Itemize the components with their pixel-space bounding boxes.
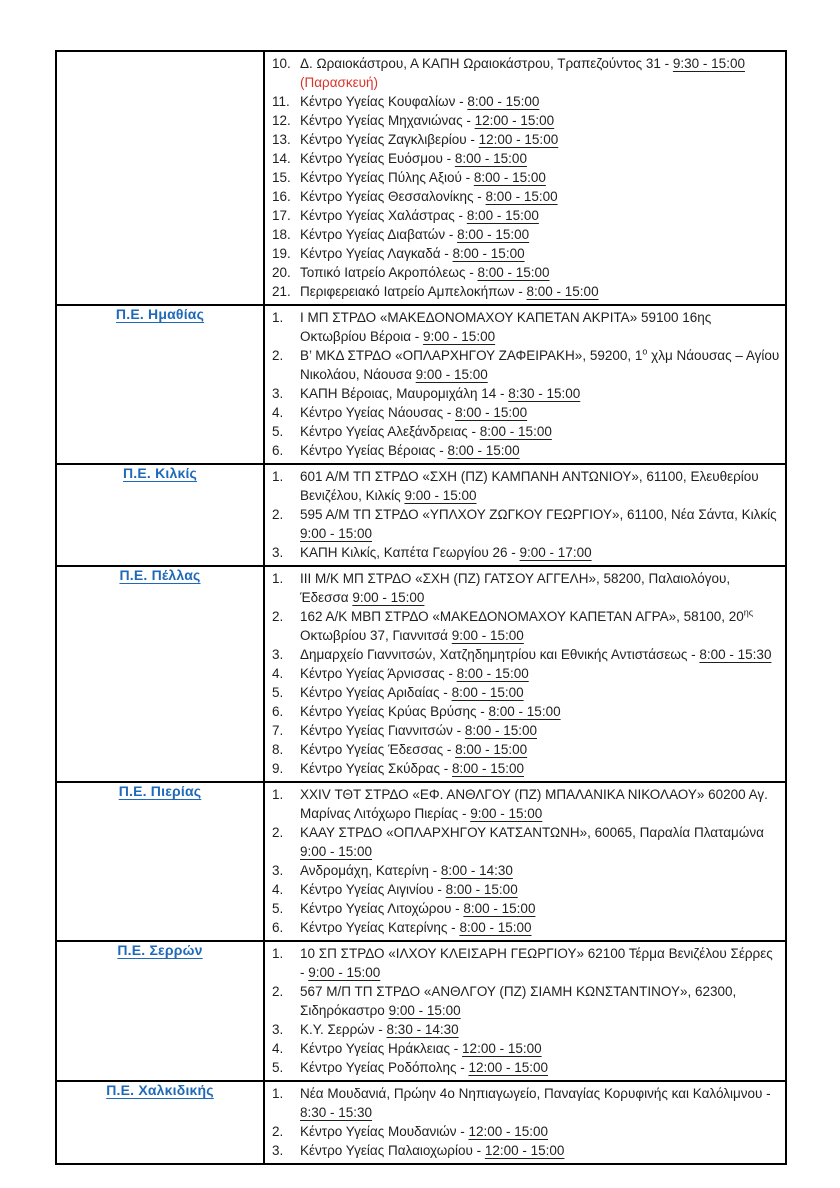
locations-cell xyxy=(264,464,786,566)
location-text: Κέντρο Υγείας Λαγκαδά - xyxy=(300,246,453,261)
location-text: Τοπικό Ιατρείο Ακροπόλεως - xyxy=(300,265,478,280)
opening-hours: 8:30 - 15:30 xyxy=(300,1105,373,1120)
location-item xyxy=(272,111,780,130)
item-text xyxy=(300,263,780,282)
item-number: 2. xyxy=(272,984,284,999)
item-text xyxy=(300,130,780,149)
opening-hours: 9:00 - 15:00 xyxy=(423,329,496,344)
location-item xyxy=(272,346,780,384)
opening-hours: 9:00 - 17:00 xyxy=(519,545,592,560)
location-text: Κέντρο Υγείας Κατερίνης - xyxy=(300,920,460,935)
locations-cell xyxy=(264,782,786,941)
item-text xyxy=(300,467,780,505)
locations-cell xyxy=(264,51,786,305)
table-row xyxy=(56,941,786,1081)
location-item xyxy=(272,149,780,168)
item-text xyxy=(300,759,780,778)
location-text: Κέντρο Υγείας Βέροιας - xyxy=(300,443,448,458)
location-item xyxy=(272,187,780,206)
region-link[interactable]: Π.Ε. Πέλλας xyxy=(119,567,201,583)
opening-hours: 8:00 - 15:00 xyxy=(457,227,530,242)
item-text xyxy=(300,702,780,721)
item-text xyxy=(300,1058,780,1077)
opening-hours: 8:00 - 15:00 xyxy=(485,189,558,204)
item-number: 6. xyxy=(272,920,284,935)
location-item xyxy=(272,607,780,645)
item-text xyxy=(300,823,780,861)
location-text: Κέντρο Υγείας Ηράκλειας - xyxy=(300,1041,463,1056)
location-text: Β’ ΜΚΔ ΣΤΡΔΟ «ΟΠΛΑΡΧΗΓΟΥ ΖΑΦΕΙΡΑΚΗ», 59200, 1 xyxy=(300,348,643,363)
item-number: 2. xyxy=(272,609,284,624)
location-item xyxy=(272,263,780,282)
opening-hours: 8:00 - 15:00 xyxy=(456,666,529,681)
location-text: Κέντρο Υγείας Αιγινίου - xyxy=(300,882,446,897)
item-text xyxy=(300,861,780,880)
opening-hours: 8:30 - 15:00 xyxy=(508,386,581,401)
item-number: 4. xyxy=(272,882,284,897)
item-number: 2. xyxy=(272,348,284,363)
item-number: 5. xyxy=(272,424,284,439)
location-item xyxy=(272,918,780,937)
location-text: Κέντρο Υγείας Γιαννιτσών - xyxy=(300,723,465,738)
item-text xyxy=(300,92,780,111)
location-item xyxy=(272,1039,780,1058)
table-row xyxy=(56,1081,786,1164)
item-number: 15. xyxy=(272,170,291,185)
opening-hours: 8:00 - 15:00 xyxy=(455,742,528,757)
item-text xyxy=(300,168,780,187)
item-text xyxy=(300,225,780,244)
item-number: 13. xyxy=(272,132,291,147)
item-number: 1. xyxy=(272,787,284,802)
location-item xyxy=(272,282,780,301)
location-item xyxy=(272,244,780,263)
item-number: 3. xyxy=(272,386,284,401)
location-item xyxy=(272,721,780,740)
location-item xyxy=(272,422,780,441)
item-number: 8. xyxy=(272,742,284,757)
item-text xyxy=(300,607,780,645)
item-number: 4. xyxy=(272,1041,284,1056)
item-number: 2. xyxy=(272,507,284,522)
location-text: 10 ΣΠ ΣΤΡΔΟ «ΙΛΧΟΥ ΚΛΕΙΣΑΡΗ ΓΕΩΡΓΙΟΥ» 62100 Τέρμα Βενιζέλου Σέρρες - xyxy=(300,946,773,980)
item-text xyxy=(300,1122,780,1141)
opening-hours: 8:00 - 15:00 xyxy=(479,424,552,439)
region-cell xyxy=(56,1081,264,1164)
opening-hours: 8:00 - 15:00 xyxy=(464,723,537,738)
location-text: ης xyxy=(743,607,754,618)
item-text xyxy=(300,54,780,92)
location-text: χλμ Νάουσας – Αγίου Νικολάου, Νάουσα xyxy=(300,348,780,382)
region-link[interactable]: Π.Ε. Ημαθίας xyxy=(115,306,205,322)
location-text: Κέντρο Υγείας Άρνισσας - xyxy=(300,666,457,681)
opening-hours: 8:00 - 15:00 xyxy=(455,405,528,420)
location-text: ΚΑΠΗ Κιλκίς, Καπέτα Γεωργίου 26 - xyxy=(300,545,520,560)
opening-hours: 8:00 - 15:30 xyxy=(699,647,772,662)
schedule-table xyxy=(55,50,787,1165)
location-text: Περιφερειακό Ιατρείο Αμπελοκήπων - xyxy=(300,284,527,299)
item-text xyxy=(300,505,780,543)
opening-hours: 12:00 - 15:00 xyxy=(484,1143,565,1158)
location-text: Κέντρο Υγείας Σκύδρας - xyxy=(300,761,452,776)
location-text: Κέντρο Υγείας Λιτοχώρου - xyxy=(300,901,464,916)
location-text: Κέντρο Υγείας Ευόσμου - xyxy=(300,151,455,166)
location-item xyxy=(272,441,780,460)
item-text xyxy=(300,422,780,441)
opening-hours: 8:00 - 15:00 xyxy=(467,94,540,109)
location-item xyxy=(272,702,780,721)
location-item xyxy=(272,225,780,244)
day-note: (Παρασκευή) xyxy=(300,75,379,90)
item-text xyxy=(300,683,780,702)
location-text: Κέντρο Υγείας Ζαγκλιβερίου - xyxy=(300,132,479,147)
item-number: 20. xyxy=(272,265,291,280)
item-number: 5. xyxy=(272,685,284,700)
location-item xyxy=(272,823,780,861)
location-item xyxy=(272,92,780,111)
opening-hours: 12:00 - 15:00 xyxy=(462,1041,542,1056)
location-text: 601 Α/Μ ΤΠ ΣΤΡΔΟ «ΣΧΗ (ΠΖ) ΚΑΜΠΑΝΗ ΑΝΤΩΝΙΟΥ», 61100, Ελευθερίου Βενιζέλου, Κιλκίς xyxy=(300,469,759,503)
item-text xyxy=(300,111,780,130)
item-number: 12. xyxy=(272,113,291,128)
item-text xyxy=(300,543,780,562)
opening-hours: 8:00 - 15:00 xyxy=(454,151,527,166)
opening-hours: 12:00 - 15:00 xyxy=(468,1060,549,1075)
item-number: 3. xyxy=(272,545,284,560)
locations-cell xyxy=(264,941,786,1081)
locations-cell xyxy=(264,1081,786,1164)
table-row xyxy=(56,305,786,464)
opening-hours: 9:00 - 15:00 xyxy=(388,1003,461,1018)
opening-hours: 8:00 - 15:00 xyxy=(526,284,599,299)
location-text: Δημαρχείο Γιαννιτσών, Χατζηδημητρίου και Εθνικής Αντιστάσεως - xyxy=(300,647,700,662)
item-text xyxy=(300,982,780,1020)
table-row xyxy=(56,782,786,941)
opening-hours: 12:00 - 15:00 xyxy=(474,113,555,128)
location-item xyxy=(272,403,780,422)
opening-hours: 9:00 - 15:00 xyxy=(404,488,477,503)
location-text: ΙΙΙ Μ/Κ ΜΠ ΣΤΡΔΟ «ΣΧΗ (ΠΖ) ΓΑΤΣΟΥ ΑΓΓΕΛΗ», 58200, Παλαιολόγου, Έδεσσα xyxy=(300,571,731,605)
location-item xyxy=(272,1020,780,1039)
item-text xyxy=(300,785,780,823)
location-text: Κ.Υ. Σερρών - xyxy=(300,1022,387,1037)
item-text xyxy=(300,569,780,607)
location-text: Κέντρο Υγείας Κρύας Βρύσης - xyxy=(300,704,489,719)
location-item xyxy=(272,759,780,778)
item-text xyxy=(300,899,780,918)
item-text xyxy=(300,384,780,403)
location-item xyxy=(272,467,780,505)
location-item xyxy=(272,206,780,225)
location-item xyxy=(272,1084,780,1122)
opening-hours: 9:00 - 15:00 xyxy=(352,590,425,605)
location-item xyxy=(272,54,780,92)
item-number: 2. xyxy=(272,1124,284,1139)
location-text: Κέντρο Υγείας Νάουσας - xyxy=(300,405,456,420)
item-number: 6. xyxy=(272,443,284,458)
region-link[interactable]: Π.Ε. Κιλκίς xyxy=(122,465,198,481)
opening-hours: 8:00 - 15:00 xyxy=(463,901,536,916)
item-number: 1. xyxy=(272,946,284,961)
opening-hours: 8:00 - 14:30 xyxy=(440,863,513,878)
region-cell xyxy=(56,305,264,464)
item-text xyxy=(300,645,780,664)
region-cell xyxy=(56,941,264,1081)
locations-cell xyxy=(264,305,786,464)
region-cell xyxy=(56,782,264,941)
item-text xyxy=(300,1141,780,1160)
location-text: ο xyxy=(642,346,648,357)
opening-hours: 9:00 - 15:00 xyxy=(415,367,488,382)
region-cell xyxy=(56,51,264,305)
locations-cell xyxy=(264,566,786,782)
location-item xyxy=(272,569,780,607)
location-item xyxy=(272,1058,780,1077)
opening-hours: 8:00 - 15:00 xyxy=(451,685,524,700)
item-number: 14. xyxy=(272,151,291,166)
location-text: Κέντρο Υγείας Αλεξάνδρειας - xyxy=(300,424,480,439)
item-number: 3. xyxy=(272,647,284,662)
region-link[interactable]: Π.Ε. Χαλκιδικής xyxy=(106,1082,214,1098)
item-text xyxy=(300,187,780,206)
item-text xyxy=(300,1020,780,1039)
item-text xyxy=(300,346,780,384)
location-item xyxy=(272,645,780,664)
item-number: 1. xyxy=(272,1086,284,1101)
location-item xyxy=(272,982,780,1020)
item-text xyxy=(300,403,780,422)
opening-hours: 8:00 - 15:00 xyxy=(473,170,546,185)
location-item xyxy=(272,308,780,346)
location-text: Κέντρο Υγείας Πύλης Αξιού - xyxy=(300,170,474,185)
item-text xyxy=(300,918,780,937)
location-text: Κέντρο Υγείας Θεσσαλονίκης - xyxy=(300,189,486,204)
item-text xyxy=(300,282,780,301)
table-row xyxy=(56,51,786,305)
item-number: 6. xyxy=(272,704,284,719)
location-text: Κέντρο Υγείας Έδεσσας - xyxy=(300,742,456,757)
item-number: 4. xyxy=(272,405,284,420)
location-item xyxy=(272,384,780,403)
location-text: Κέντρο Υγείας Αριδαίας - xyxy=(300,685,452,700)
item-number: 16. xyxy=(272,189,291,204)
location-text: Οκτωβρίου 37, Γιαννιτσά xyxy=(300,628,452,643)
opening-hours: 9:00 - 15:00 xyxy=(300,526,373,541)
item-number: 1. xyxy=(272,310,284,325)
region-link[interactable]: Π.Ε. Πιερίας xyxy=(118,783,202,799)
location-item xyxy=(272,505,780,543)
location-text: Κέντρο Υγείας Χαλάστρας - xyxy=(300,208,467,223)
item-text xyxy=(300,721,780,740)
location-item xyxy=(272,543,780,562)
item-number: 1. xyxy=(272,571,284,586)
item-number: 3. xyxy=(272,1143,284,1158)
opening-hours: 8:30 - 14:30 xyxy=(386,1022,459,1037)
opening-hours: 8:00 - 15:00 xyxy=(445,882,518,897)
item-text xyxy=(300,441,780,460)
location-text: Ανδρομάχη, Κατερίνη - xyxy=(300,863,441,878)
location-item xyxy=(272,944,780,982)
table-row xyxy=(56,464,786,566)
schedule-table-body xyxy=(56,51,786,1164)
location-item xyxy=(272,683,780,702)
item-number: 17. xyxy=(272,208,291,223)
item-text xyxy=(300,1039,780,1058)
location-item xyxy=(272,899,780,918)
item-number: 11. xyxy=(272,94,290,109)
location-item xyxy=(272,785,780,823)
item-text xyxy=(300,308,780,346)
location-text: Δ. Ωραιοκάστρου, Α ΚΑΠΗ Ωραιοκάστρου, Τραπεζούντος 31 - xyxy=(300,56,673,71)
item-number: 5. xyxy=(272,1060,284,1075)
item-number: 5. xyxy=(272,901,284,916)
opening-hours: 8:00 - 15:00 xyxy=(447,443,520,458)
opening-hours: 8:00 - 15:00 xyxy=(452,246,525,261)
location-text: Κέντρο Υγείας Παλαιοχωρίου - xyxy=(300,1143,485,1158)
item-text xyxy=(300,244,780,263)
location-item xyxy=(272,664,780,683)
location-text: Κέντρο Υγείας Μηχανιώνας - xyxy=(300,113,475,128)
region-cell xyxy=(56,566,264,782)
item-number: 19. xyxy=(272,246,291,261)
location-text: 595 Α/Μ ΤΠ ΣΤΡΔΟ «ΥΠΛΧΟΥ ΖΩΓΚΟΥ ΓΕΩΡΓΙΟΥ», 61100, Νέα Σάντα, Κιλκίς xyxy=(300,507,777,522)
opening-hours: 8:00 - 15:00 xyxy=(466,208,539,223)
location-text: XXIV ΤΘΤ ΣΤΡΔΟ «ΕΦ. ΑΝΘΛΓΟΥ (ΠΖ) ΜΠΑΛΑΝΙΚΑ ΝΙΚΟΛΑΟΥ» 60200 Αγ. Μαρίνας Λιτόχωρο Πιερίας - xyxy=(300,787,768,821)
item-number: 10. xyxy=(272,56,291,71)
location-text: ΚΑΠΗ Βέροιας, Μαυρομιχάλη 14 - xyxy=(300,386,509,401)
location-item xyxy=(272,168,780,187)
location-text: Νέα Μουδανιά, Πρώην 4ο Νηπιαγωγείο, Παναγίας Κορυφινής και Καλόλιμνου - xyxy=(300,1086,771,1101)
item-number: 18. xyxy=(272,227,291,242)
table-row xyxy=(56,566,786,782)
location-item xyxy=(272,880,780,899)
opening-hours: 9:00 - 15:00 xyxy=(308,965,381,980)
opening-hours: 9:00 - 15:00 xyxy=(451,628,524,643)
region-cell xyxy=(56,464,264,566)
opening-hours: 8:00 - 15:00 xyxy=(451,761,525,776)
opening-hours: 12:00 - 15:00 xyxy=(468,1124,549,1139)
opening-hours: 9:30 - 15:00 xyxy=(672,56,745,71)
item-text xyxy=(300,1084,780,1122)
location-item xyxy=(272,1122,780,1141)
location-text: Κέντρο Υγείας Κουφαλίων - xyxy=(300,94,468,109)
location-text: Κέντρο Υγείας Διαβατών - xyxy=(300,227,458,242)
item-text xyxy=(300,944,780,982)
location-text: ΚΑΑΥ ΣΤΡΔΟ «ΟΠΛΑΡΧΗΓΟΥ ΚΑΤΣΑΝΤΩΝΗ», 60065, Παραλία Πλαταμώνα xyxy=(300,825,764,840)
item-number: 7. xyxy=(272,723,284,738)
opening-hours: 9:00 - 15:00 xyxy=(470,806,543,821)
opening-hours: 8:00 - 15:00 xyxy=(477,265,550,280)
item-text xyxy=(300,206,780,225)
item-text xyxy=(300,740,780,759)
location-item xyxy=(272,130,780,149)
item-text xyxy=(300,880,780,899)
location-item xyxy=(272,861,780,880)
item-text xyxy=(300,664,780,683)
item-number: 3. xyxy=(272,1022,284,1037)
location-text: 162 Α/Κ ΜΒΠ ΣΤΡΔΟ «ΜΑΚΕΔΟΝΟΜΑΧΟΥ ΚΑΠΕΤΑΝ ΑΓΡΑ», 58100, 20 xyxy=(300,609,744,624)
location-item xyxy=(272,740,780,759)
item-number: 4. xyxy=(272,666,284,681)
location-text: Κέντρο Υγείας Μουδανιών - xyxy=(300,1124,469,1139)
item-number: 21. xyxy=(272,284,291,299)
item-number: 3. xyxy=(272,863,284,878)
location-text: Κέντρο Υγείας Ροδόπολης - xyxy=(300,1060,469,1075)
location-text: Ι ΜΠ ΣΤΡΔΟ «ΜΑΚΕΔΟΝΟΜΑΧΟΥ ΚΑΠΕΤΑΝ ΑΚΡΙΤΑ» 59100 16ης Οκτωβρίου Βέροια - xyxy=(300,310,712,344)
item-number: 1. xyxy=(272,469,284,484)
item-number: 9. xyxy=(272,761,284,776)
opening-hours: 8:00 - 15:00 xyxy=(459,920,532,935)
opening-hours: 12:00 - 15:00 xyxy=(478,132,559,147)
location-item xyxy=(272,1141,780,1160)
item-number: 2. xyxy=(272,825,284,840)
opening-hours: 8:00 - 15:00 xyxy=(488,704,561,719)
location-text: 567 Μ/Π ΤΠ ΣΤΡΔΟ «ΑΝΘΛΓΟΥ (ΠΖ) ΣΙΑΜΗ ΚΩΝΣΤΑΝΤΙΝΟΥ», 62300, Σιδηρόκαστρο xyxy=(300,984,737,1018)
opening-hours: 9:00 - 15:00 xyxy=(300,844,373,859)
item-text xyxy=(300,149,780,168)
region-link[interactable]: Π.Ε. Σερρών xyxy=(117,942,203,958)
